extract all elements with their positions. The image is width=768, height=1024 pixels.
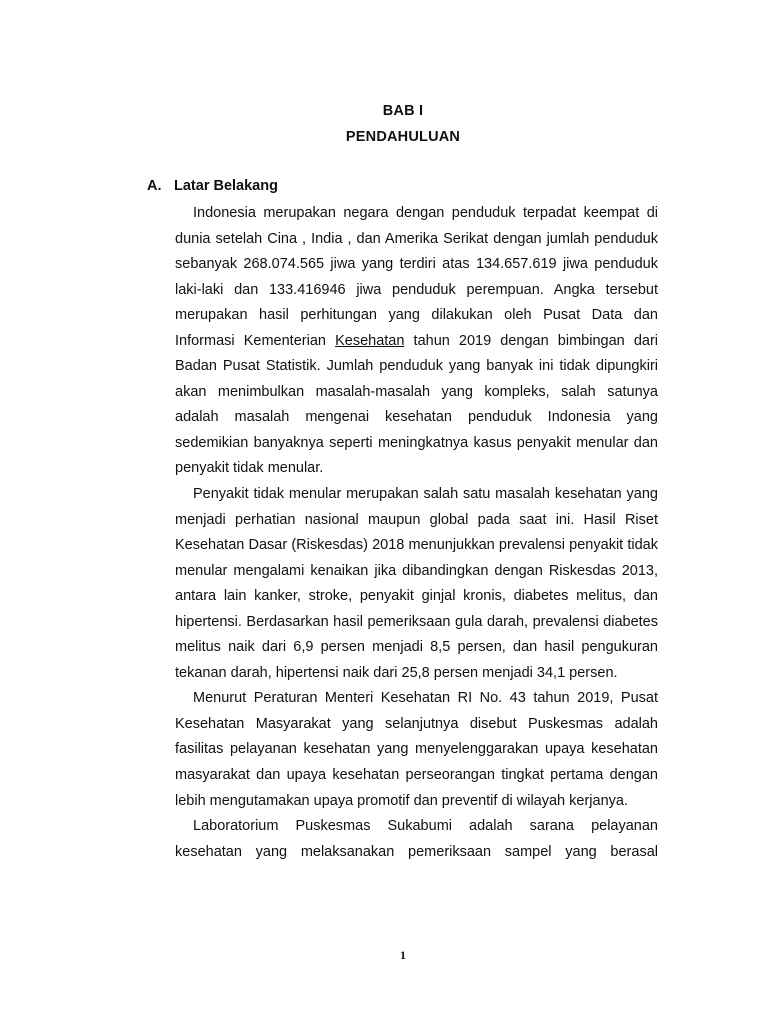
paragraph-non-communicable-disease: Penyakit tidak menular merupakan salah satu masalah kesehatan yang menjadi perhatian nasional maupun global pada saat ini. Hasil Riset Kesehatan Dasar (Riskesdas) 2018 menunjukkan prevalensi penyakit tidak menular mengalami kenaikan jika dibandingkan dengan Riskesdas 2013, antara lain kanker, stroke, penyakit ginjal kronis, diabetes melitus, dan hipertensi. Berdasarkan hasil pemeriksaan gula darah, prevalensi diabetes melitus naik dari 6,9 persen menjadi 8,5 persen, dan hasil pengukuran tekanan darah, hipertensi naik dari 25,8 persen menjadi 34,1 persen.	[175, 486, 658, 681]
page-number: 1	[400, 948, 406, 962]
paragraph-puskesmas-regulation: Menurut Peraturan Menteri Kesehatan RI No. 43 tahun 2019, Pusat Kesehatan Masyarakat yang selanjutnya disebut Puskesmas adalah fasilitas pelayanan kesehatan yang menyelenggarakan upaya kesehatan masyarakat dan upaya kesehatan perseorangan tingkat pertama dengan lebih mengutamakan upaya promotif dan preventif di wilayah kerjanya.	[175, 690, 658, 809]
chapter-number: BAB I	[382, 103, 424, 119]
paragraph-population-text-a: Indonesia merupakan negara dengan penduduk terpadat keempat di dunia setelah Cina , India , dan Amerika Serikat dengan jumlah penduduk sebanyak 268.074.565 jiwa yang terdiri atas 134.657.619 jiwa penduduk laki-laki dan 133.416946 jiwa penduduk perempuan. Angka tersebut merupakan hasil perhitungan yang dilakukan oleh Pusat Data dan Informasi Kementerian	[175, 205, 658, 349]
section-letter: A.	[147, 178, 162, 194]
section-title: Latar Belakang	[174, 178, 278, 194]
paragraph-population-text-b: tahun 2019 dengan bimbingan dari Badan Pusat Statistik. Jumlah penduduk yang banyak ini tidak dipungkiri akan menimbulkan masalah-masalah yang kompleks, salah satunya adalah masalah mengenai kesehatan penduduk Indonesia yang sedemikian banyaknya seperti meningkatnya kasus penyakit menular dan penyakit tidak menular.	[175, 332, 659, 477]
section-heading	[147, 178, 278, 194]
body-text	[175, 201, 658, 865]
paragraph-laboratory: Laboratorium Puskesmas Sukabumi adalah sarana pelayanan kesehatan yang melaksanakan pemeriksaan sampel yang berasal	[175, 818, 658, 860]
chapter-title: PENDAHULUAN	[345, 129, 461, 145]
kesehatan-link[interactable]: Kesehatan	[335, 332, 405, 349]
paragraph-population	[175, 201, 658, 482]
